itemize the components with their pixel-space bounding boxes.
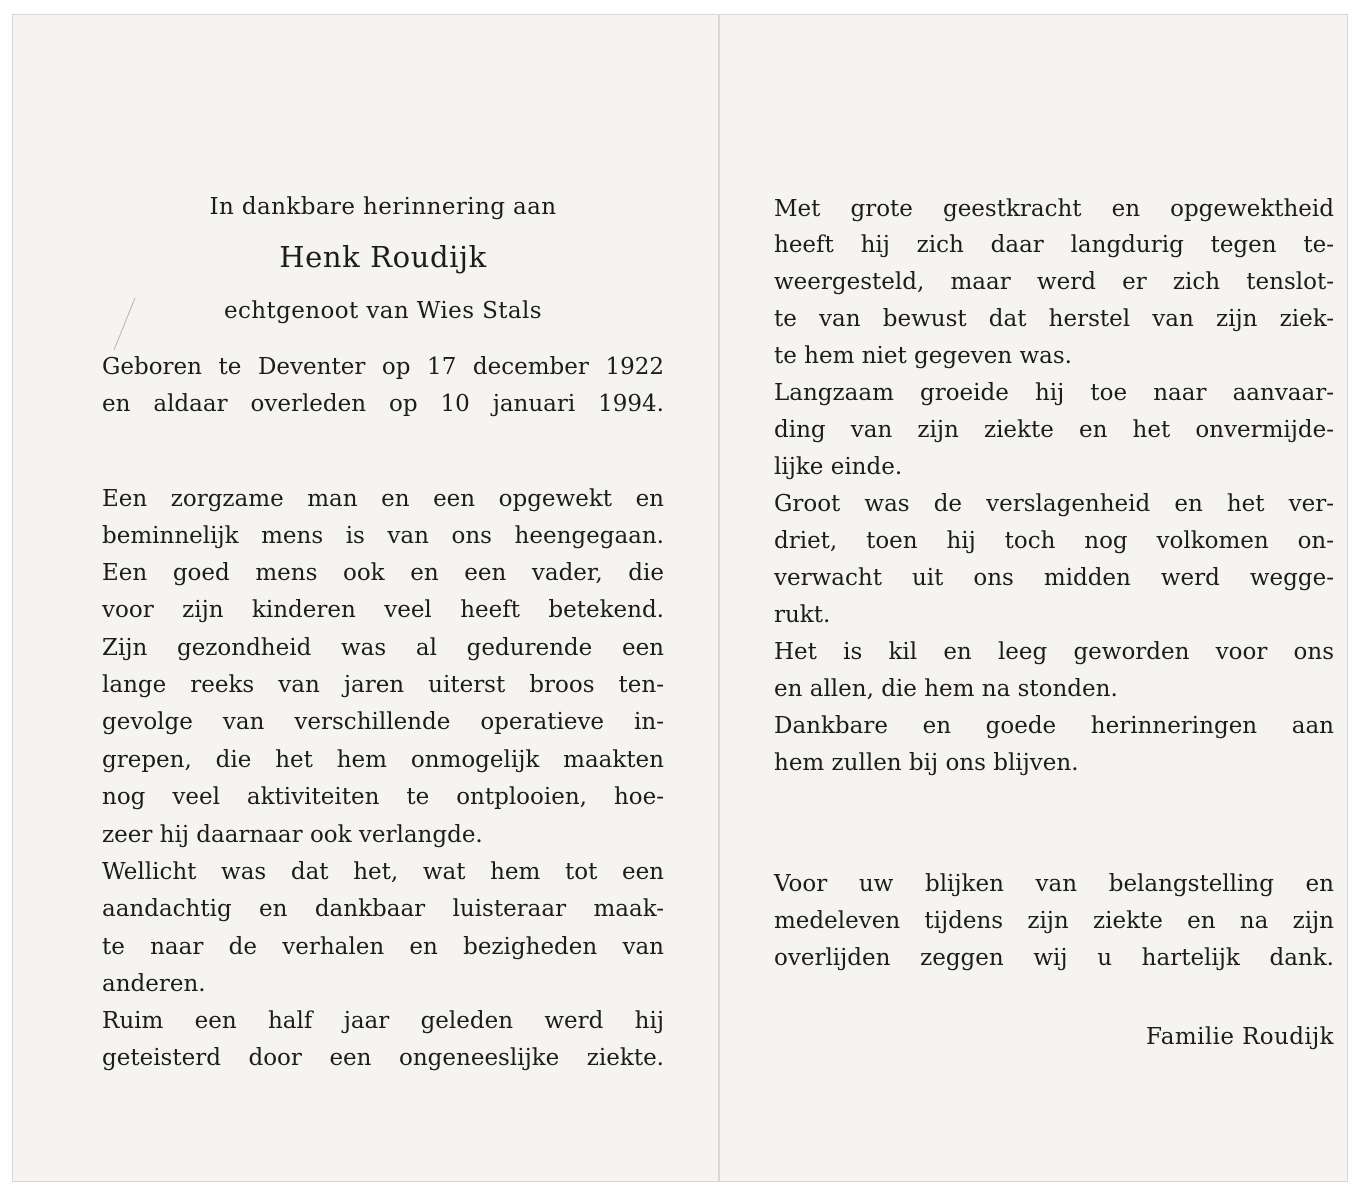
body-line: rukt.: [774, 602, 831, 628]
right-panel: [774, 14, 1334, 1182]
spouse-text: echtgenoot van Wies Stals: [224, 298, 542, 324]
body-line: aandachtig en dankbaar luisteraar maak-: [102, 896, 664, 922]
thanks-line: overlijden zeggen wij u hartelijk dank.: [774, 945, 1334, 971]
body-line: zeer hij daarnaar ook verlangde.: [102, 822, 483, 848]
death-text: en aldaar overleden op 10 januari 1994.: [102, 391, 664, 417]
body-line: weergesteld, maar werd er zich tenslot-: [774, 269, 1334, 295]
body-line: driet, toen hij toch nog volkomen on-: [774, 528, 1334, 554]
card-fold-line: [718, 14, 720, 1182]
body-line: Groot was de verslagenheid en het ver-: [774, 491, 1334, 517]
body-line: Wellicht was dat het, wat hem tot een: [102, 859, 664, 885]
body-line: te hem niet gegeven was.: [774, 343, 1072, 369]
body-line: Het is kil en leeg geworden voor ons: [774, 639, 1334, 665]
body-line: heeft hij zich daar langdurig tegen te-: [774, 232, 1334, 258]
deceased-name: Henk Roudijk: [279, 240, 487, 274]
family-signature: Familie Roudijk: [1145, 1024, 1334, 1050]
thanks-line: medeleven tijdens zijn ziekte en na zijn: [774, 908, 1334, 934]
body-line: grepen, die het hem onmogelijk maakten: [102, 747, 664, 773]
body-line: Langzaam groeide hij toe naar aanvaar-: [774, 380, 1334, 406]
body-line: Dankbare en goede herinneringen aan: [774, 713, 1334, 739]
body-line: beminnelijk mens is van ons heengegaan.: [102, 523, 664, 549]
body-line: hem zullen bij ons blijven.: [774, 750, 1079, 776]
body-line: anderen.: [102, 971, 206, 997]
body-line: te naar de verhalen en bezigheden van: [102, 934, 664, 960]
body-line: nog veel aktiviteiten te ontplooien, hoe-: [102, 784, 664, 810]
body-line: Zijn gezondheid was al gedurende een: [102, 635, 664, 661]
body-line: geteisterd door een ongeneeslijke ziekte.: [102, 1045, 664, 1071]
body-line: lange reeks van jaren uiterst broos ten-: [102, 672, 664, 698]
body-line: te van bewust dat herstel van zijn ziek-: [774, 306, 1334, 332]
body-line: Ruim een half jaar geleden werd hij: [102, 1008, 664, 1034]
body-line: ding van zijn ziekte en het onvermijde-: [774, 417, 1334, 443]
body-line: Een goed mens ook en een vader, die: [102, 560, 664, 586]
body-line: verwacht uit ons midden werd wegge-: [774, 565, 1334, 591]
intro-text: In dankbare herinnering aan: [209, 194, 557, 220]
body-line: voor zijn kinderen veel heeft betekend.: [102, 597, 664, 623]
birth-text: Geboren te Deventer op 17 december 1922: [102, 354, 664, 380]
body-line: Een zorgzame man en een opgewekt en: [102, 486, 664, 512]
left-panel: [102, 14, 664, 1182]
body-line: Met grote geestkracht en opgewektheid: [774, 196, 1334, 222]
body-line: gevolge van verschillende operatieve in-: [102, 709, 664, 735]
thanks-line: Voor uw blijken van belangstelling en: [774, 871, 1334, 897]
body-line: lijke einde.: [774, 454, 903, 480]
body-line: en allen, die hem na stonden.: [774, 676, 1118, 702]
memorial-card: [12, 14, 1348, 1182]
